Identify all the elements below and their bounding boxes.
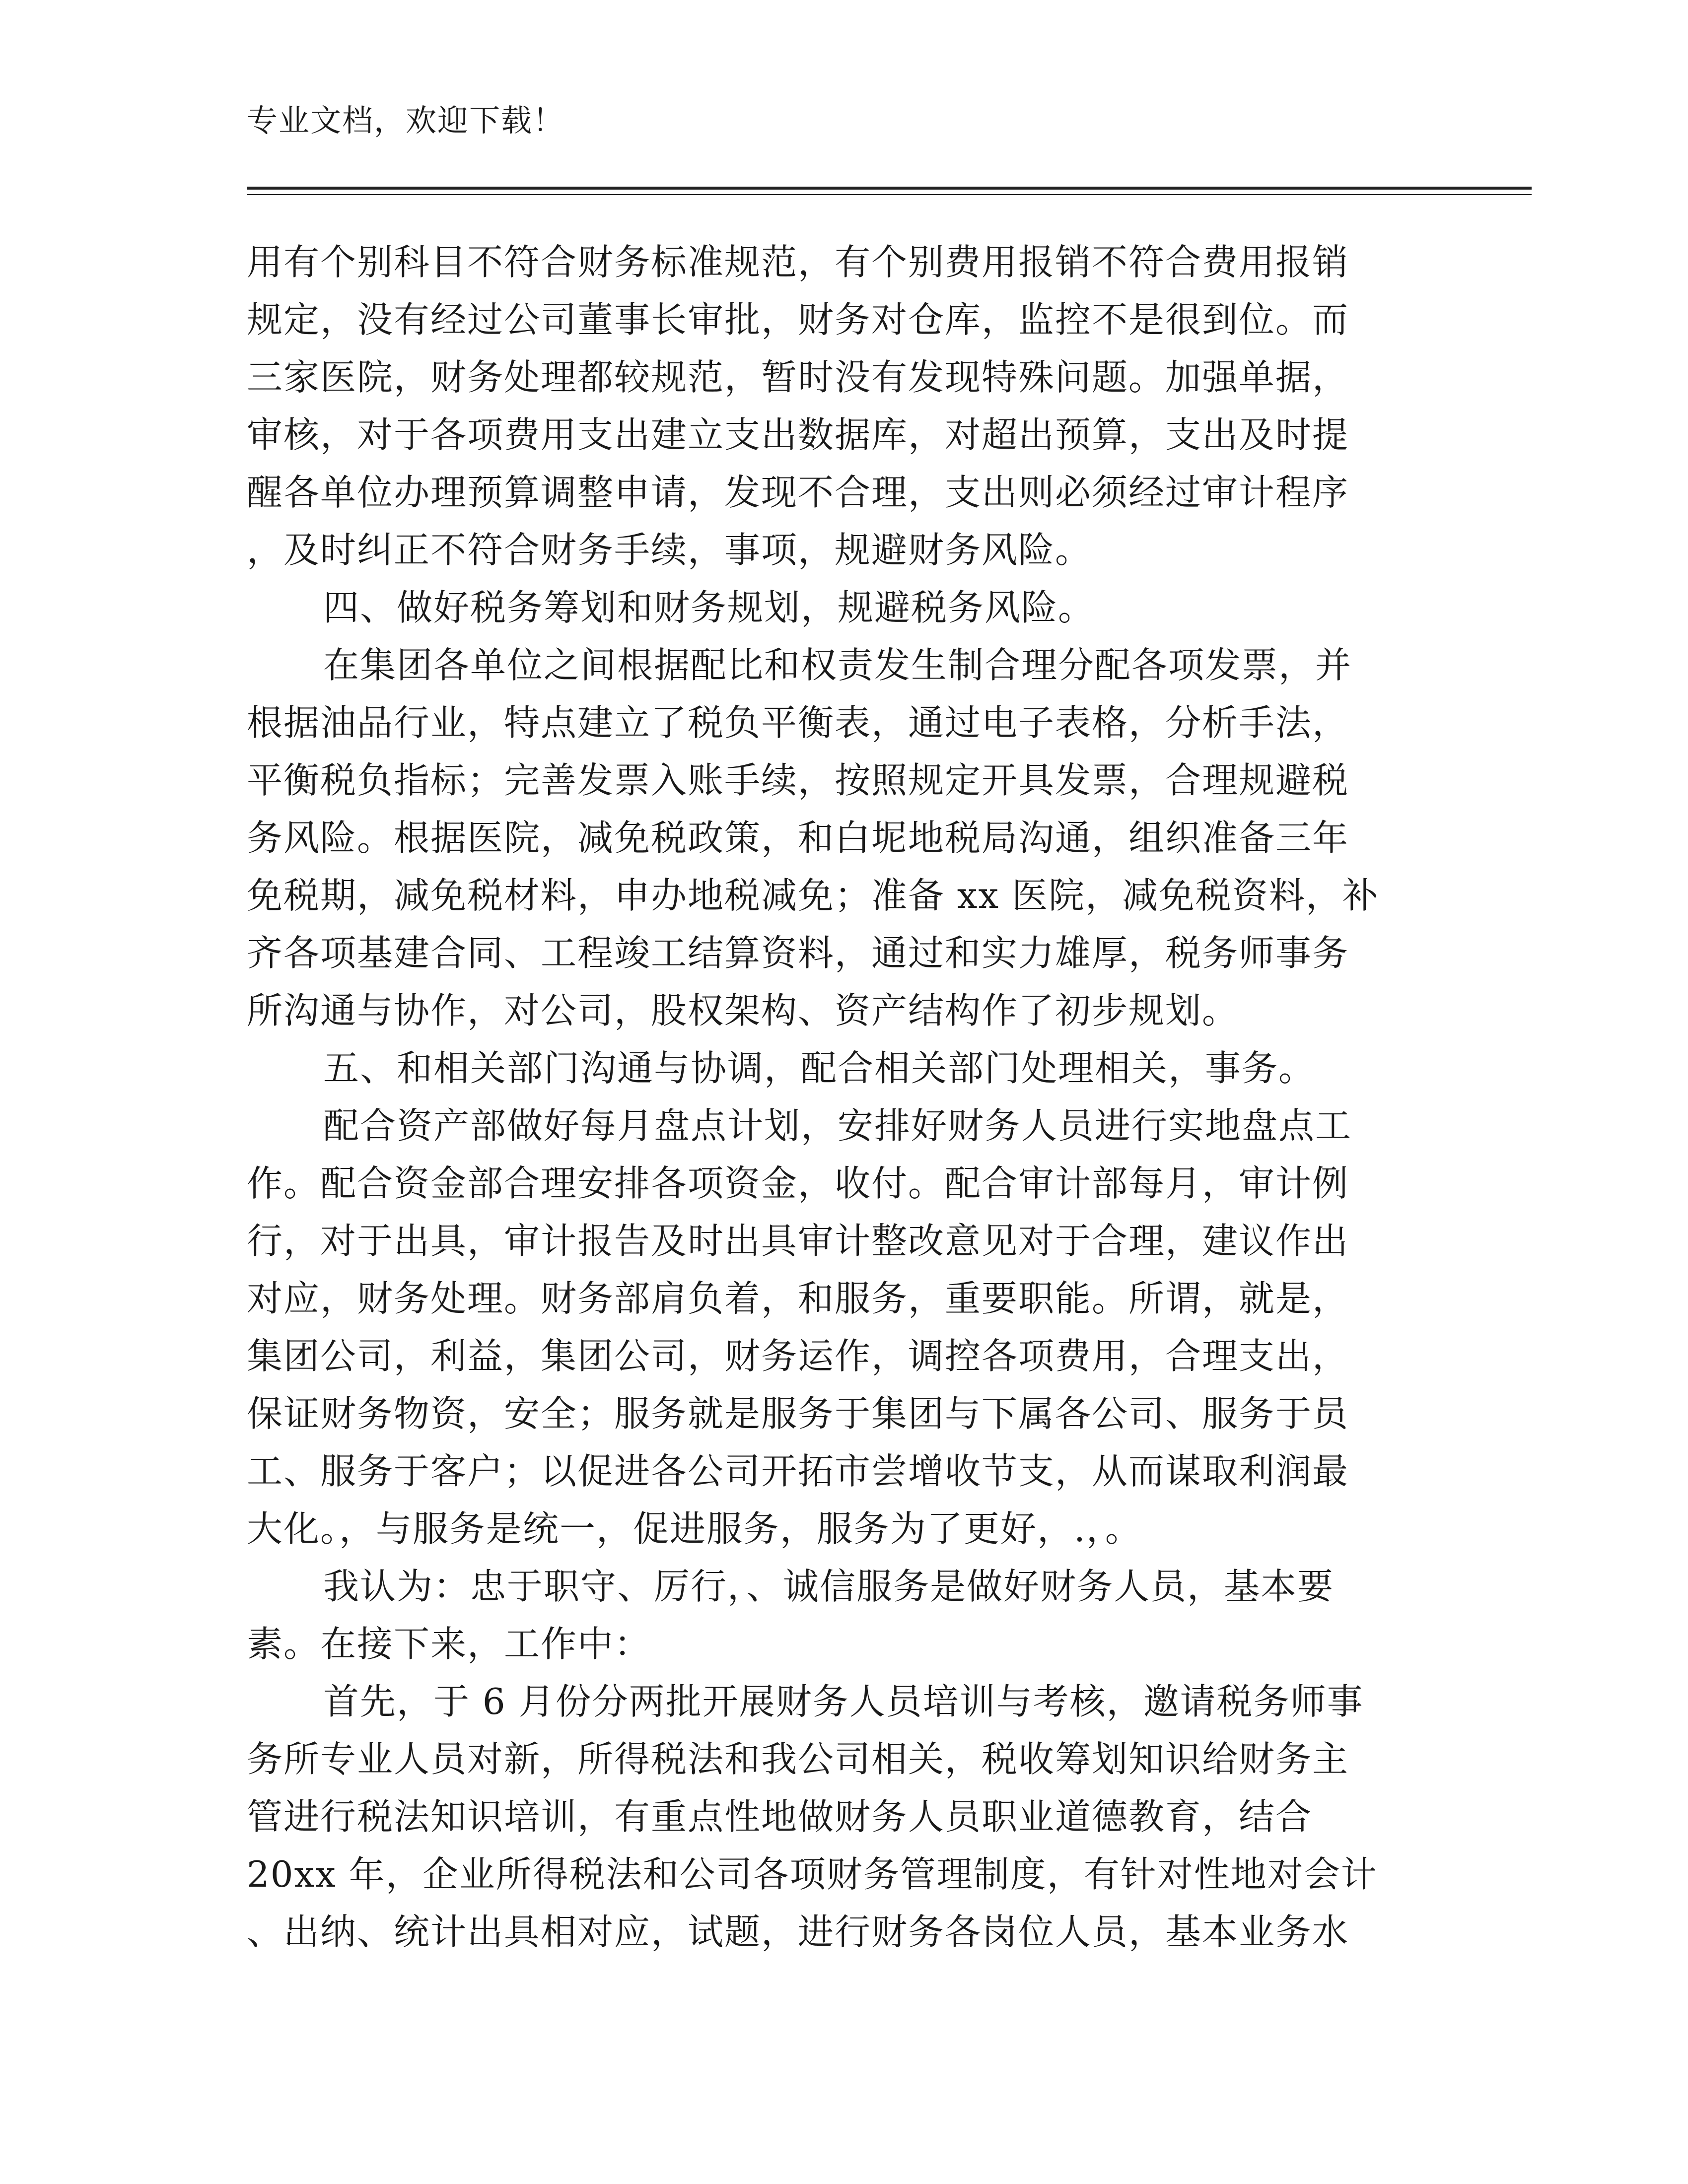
text-line: 三家医院，财务处理都较规范，暂时没有发现特殊问题。加强单据，: [247, 356, 1349, 398]
text-line: 我认为：忠于职守、厉行，、诚信服务是做好财务人员，基本要: [323, 1566, 1335, 1607]
text-line: 规定，没有经过公司董事长审批，财务对仓库，监控不是很到位。而: [247, 299, 1349, 341]
text-line: 管进行税法知识培训，有重点性地做财务人员职业道德教育，结合: [247, 1796, 1313, 1838]
text-line: 在集团各单位之间根据配比和权责发生制合理分配各项发票，并: [323, 644, 1352, 686]
text-line: 对应，财务处理。财务部肩负着，和服务，重要职能。所谓，就是，: [247, 1278, 1349, 1319]
text-line: 平衡税负指标；完善发票入账手续，按照规定开具发票，合理规避税: [247, 759, 1349, 801]
text-line: 集团公司，利益，集团公司，财务运作，调控各项费用，合理支出，: [247, 1335, 1349, 1377]
text-line: 行，对于出具，审计报告及时出具审计整改意见对于合理，建议作出: [247, 1220, 1349, 1262]
text-line: 、出纳、统计出具相对应，试题，进行财务各岗位人员，基本业务水: [247, 1911, 1349, 1953]
text-line: 素。在接下来，工作中：: [247, 1623, 651, 1665]
text-line: 审核，对于各项费用支出建立支出数据库，对超出预算，支出及时提: [247, 414, 1349, 456]
text-line: 保证财务物资，安全；服务就是服务于集团与下属各公司、服务于员: [247, 1393, 1349, 1434]
text-line: 配合资产部做好每月盘点计划，安排好财务人员进行实地盘点工: [323, 1105, 1352, 1147]
text-line: 根据油品行业，特点建立了税负平衡表，通过电子表格，分析手法，: [247, 702, 1349, 744]
text-line: 醒各单位办理预算调整申请，发现不合理，支出则必须经过审计程序: [247, 472, 1349, 513]
text-line: 所沟通与协作，对公司，股权架构、资产结构作了初步规划。: [247, 990, 1239, 1031]
text-line: 务所专业人员对新，所得税法和我公司相关，税收筹划知识给财务主: [247, 1738, 1349, 1780]
text-line: 齐各项基建合同、工程竣工结算资料，通过和实力雄厚，税务师事务: [247, 932, 1349, 974]
text-line: 大化。，与服务是统一，促进服务，服务为了更好，.，。: [247, 1508, 1142, 1550]
text-line: 作。配合资金部合理安排各项资金，收付。配合审计部每月，审计例: [247, 1162, 1349, 1204]
section-heading: 五、和相关部门沟通与协调，配合相关部门处理相关，事务。: [323, 1047, 1316, 1089]
page-header: 专业文档，欢迎下载！: [247, 102, 565, 138]
text-line: 首先，于 6 月份分两批开展财务人员培训与考核，邀请税务师事: [323, 1681, 1364, 1722]
header-rule-thin: [247, 194, 1532, 195]
text-line: 工、服务于客户；以促进各公司开拓市尝增收节支，从而谋取利润最: [247, 1450, 1349, 1492]
section-heading: 四、做好税务筹划和财务规划，规避税务风险。: [323, 587, 1095, 628]
text-line: ，及时纠正不符合财务手续，事项，规避财务风险。: [247, 529, 1092, 571]
text-line: 免税期，减免税材料，申办地税减免；准备 xx 医院，减免税资料，补: [247, 875, 1379, 916]
header-rule-thick: [247, 187, 1532, 190]
text-line: 用有个别科目不符合财务标准规范，有个别费用报销不符合费用报销: [247, 241, 1349, 283]
text-line: 20xx 年，企业所得税法和公司各项财务管理制度，有针对性地对会计: [247, 1853, 1378, 1895]
document-body: [247, 233, 1433, 1961]
text-line: 务风险。根据医院，减免税政策，和白坭地税局沟通，组织准备三年: [247, 817, 1349, 859]
